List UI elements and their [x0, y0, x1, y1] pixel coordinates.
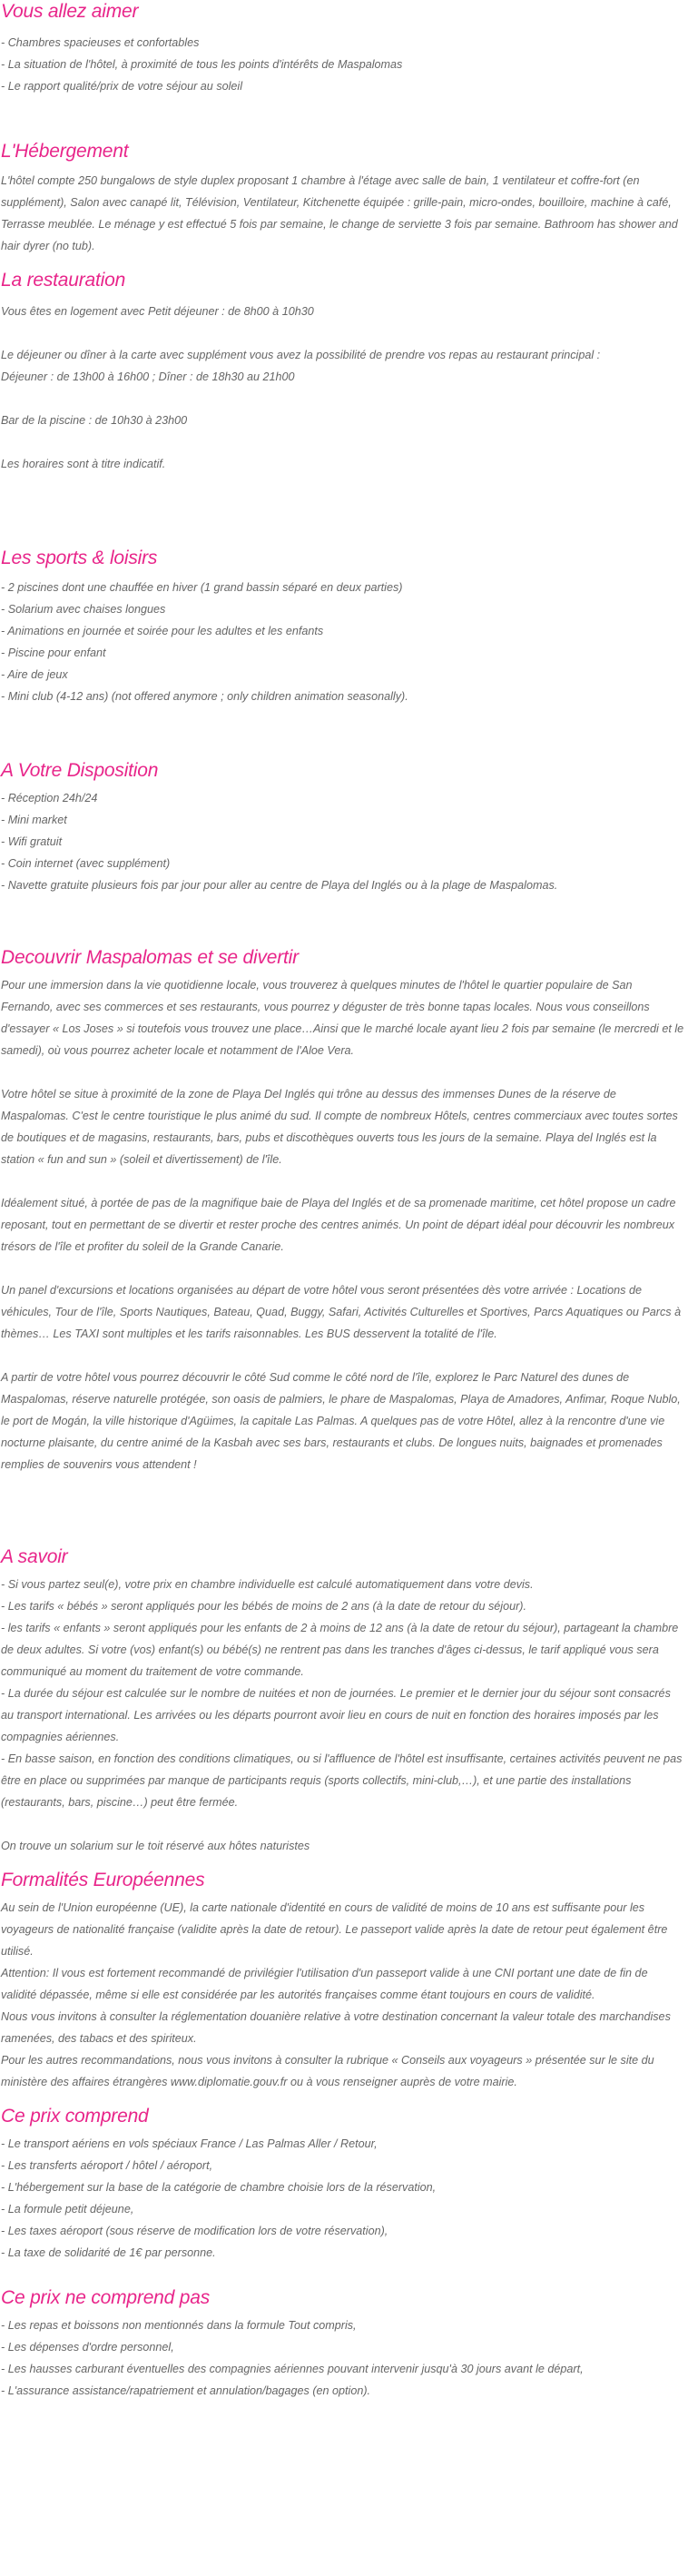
paragraph: Pour les autres recommandations, nous vous invitons à consulter la rubrique « Conseils aux voyageurs » présentée sur le site du ministère des affaires étrangères www.diplomatie.gouv.fr ou à vous renseigner auprès de votre mairie.	[1, 2054, 654, 2088]
section-title: Ce prix comprend	[1, 2106, 149, 2127]
included-list	[1, 2133, 684, 2264]
section-vous-allez-aimer	[0, 0, 688, 97]
list-item: - Mini club (4-12 ans) (not offered anymore ; only children animation seasonally).	[1, 690, 408, 703]
section-title: Decouvrir Maspalomas et se divertir	[1, 947, 299, 968]
section-ce-prix-comprend	[0, 2093, 688, 2264]
list-item: - Aire de jeux	[1, 668, 68, 681]
paragraph: - En basse saison, en fonction des conditions climatiques, ou si l'affluence de l'hôtel est insuffisante, certaines activités peuvent ne pas être en place ou supprimées par manque de participants requis (sports collectifs, mini-club,…), et une partie des installations (restaurants, bars, piscine…) peut être fermée.	[1, 1752, 683, 1809]
list-item: - Le rapport qualité/prix de votre séjour au soleil	[1, 80, 243, 93]
paragraph: Nous vous invitons à consulter la réglementation douanière relative à votre destination concernant la valeur totale des marchandises ramenées, des tabacs et des spiriteux.	[1, 2010, 671, 2045]
list-item: - Les hausses carburant éventuelles des compagnies aériennes pouvant intervenir jusqu'à 30 jours avant le départ,	[1, 2363, 584, 2375]
paragraph: Un panel d'excursions et locations organisées au départ de votre hôtel vous seront présentées dès votre arrivée : Locations de véhicules, Tour de l'île, Sports Nautiques, Bateau, Quad, Buggy, Safari, Activités Culturelles et Sportives, Parcs Aquatiques ou Parcs à thèmes… Les TAXI sont multiples et les tarifs raisonnables. Les BUS desservent la totalité de l'île.	[1, 1284, 682, 1340]
section-ce-prix-ne-comprend-pas	[0, 2264, 688, 2402]
section-title: L'Hébergement	[1, 141, 129, 162]
list-item: - La formule petit déjeune,	[1, 2203, 134, 2216]
list-item: - Le transport aériens en vols spéciaux France / Las Palmas Aller / Retour,	[1, 2137, 378, 2150]
list-item: - Chambres spacieuses et confortables	[1, 36, 200, 49]
list-item: - Solarium avec chaises longues	[1, 603, 166, 616]
list-item: - Piscine pour enfant	[1, 646, 106, 659]
section-title: Vous allez aimer	[1, 1, 139, 22]
section-formalites-europeennes	[0, 1857, 688, 2093]
list-item: - Les transferts aéroport / hôtel / aéroport,	[1, 2159, 213, 2172]
paragraph: L'hôtel compte 250 bungalows de style duplex proposant 1 chambre à l'étage avec salle de bain, 1 ventilateur et coffre-fort (en supplément), Salon avec canapé lit, Télévision, Ventilateur, Kitchenette équipée : grille-pain, micro-ondes, bouilloire, machine à café, Terrasse meublée. Le ménage y est effectué 5 fois par semaine, le change de serviette 3 fois par semaine. Bathroom has shower and hair dyrer (no tub).	[1, 174, 678, 252]
section-title: Ce prix ne comprend pas	[1, 2287, 211, 2308]
list-item: - Les taxes aéroport (sous réserve de modification lors de votre réservation),	[1, 2225, 388, 2237]
section-title: La restauration	[1, 270, 126, 291]
paragraph: - La durée du séjour est calculée sur le nombre de nuitées et non de journées. Le premier et le dernier jour du séjour sont consacrés au transport international. Les arrivées ou les départs pourront avoir lieu en cours de nuit en fonction des horaires imposés par les compagnies aériennes.	[1, 1687, 671, 1743]
section-sports-loisirs	[0, 475, 688, 707]
paragraph: Idéalement situé, à portée de pas de la magnifique baie de Playa del Inglés et de sa promenade maritime, cet hôtel propose un cadre reposant, tout en permettant de se divertir et rester proche des centres animés. Un point de départ idéal pour découvrir les nombreux trésors de l'île et profiter du soleil de la Grande Canarie.	[1, 1197, 676, 1253]
list-item: - 2 piscines dont une chauffée en hiver (1 grand bassin séparé en deux parties)	[1, 581, 403, 594]
paragraph: On trouve un solarium sur le toit réservé aux hôtes naturistes	[1, 1840, 310, 1852]
list-item: - Les repas et boissons non mentionnés dans la formule Tout compris,	[1, 2319, 357, 2332]
list-item: - Animations en journée et soirée pour les adultes et les enfants	[1, 625, 324, 637]
list-item: - La taxe de solidarité de 1€ par personne.	[1, 2246, 216, 2259]
paragraph: Les horaires sont à titre indicatif.	[1, 458, 166, 470]
paragraph: - Les tarifs « bébés » seront appliqués pour les bébés de moins de 2 ans (à la date de retour du séjour).	[1, 1600, 526, 1613]
section-restauration	[0, 257, 688, 475]
list-item: - Navette gratuite plusieurs fois par jour pour aller au centre de Playa del Inglés ou à la plage de Maspalomas.	[1, 879, 558, 892]
paragraph: Attention: Il vous est fortement recommandé de privilégier l'utilisation d'un passeport valide à une CNI portant une date de fin de validité dépassée, même si elle est considérée par les autorités françaises comme étant toujours en cours de validité.	[1, 1967, 648, 2001]
paragraph: Le déjeuner ou dîner à la carte avec supplément vous avez la possibilité de prendre vos repas au restaurant principal :	[1, 349, 601, 361]
sports-list	[1, 577, 684, 707]
list-item: - Mini market	[1, 814, 67, 826]
section-title: Les sports & loisirs	[1, 548, 158, 568]
paragraph: Pour une immersion dans la vie quotidienne locale, vous trouverez à quelques minutes de l'hôtel le quartier populaire de San Fernando, avec ses commerces et ses restaurants, vous pourrez y déguster de très bonne tapas locales. Nous vous conseillons d'essayer « Los Joses » si toutefois vous trouvez une place…Ainsi que le marché locale ayant lieu 2 fois par semaine (le mercredi et le samedi), où vous pourrez acheter locale et notamment de l'Aloe Vera.	[1, 979, 684, 1057]
list-item: - L'assurance assistance/rapatriement et annulation/bagages (en option).	[1, 2384, 371, 2397]
list-item: - L'hébergement sur la base de la catégorie de chambre choisie lors de la réservation,	[1, 2181, 437, 2194]
paragraph: Vous êtes en logement avec Petit déjeuner : de 8h00 à 10h30	[1, 305, 314, 318]
section-title: A Votre Disposition	[1, 760, 159, 781]
section-decouvrir-maspalomas	[0, 896, 688, 1476]
paragraph: Votre hôtel se situe à proximité de la zone de Playa Del Inglés qui trône au dessus des immenses Dunes de la réserve de Maspalomas. C'est le centre touristique le plus animé du sud. Il compte de nombreux Hôtels, centres commerciaux avec toutes sortes de boutiques et de magasins, restaurants, bars, pubs et discothèques ouverts tous les jours de la semaine. Playa del Inglés est la station « fun and sun » (soleil et divertissement) de l'île.	[1, 1088, 678, 1166]
list-item: - Réception 24h/24	[1, 792, 98, 804]
list-item: - Les dépenses d'ordre personnel,	[1, 2341, 174, 2354]
section-title: A savoir	[1, 1546, 68, 1567]
paragraph: - les tarifs « enfants » seront appliqués pour les enfants de 2 à moins de 12 ans (à la date de retour du séjour), partageant la chambre de deux adultes. Si votre (vos) enfant(s) ou bébé(s) ne rentrent pas dans les tranches d'âges ci-dessus, le tarif appliqué vous sera communiqué au moment du traitement de votre commande.	[1, 1622, 679, 1678]
paragraph: Au sein de l'Union européenne (UE), la carte nationale d'identité en cours de validité de moins de 10 ans est suffisante pour les voyageurs de nationalité française (validite après la date de retour). Le passeport valide après la date de retour peut également être utilisé.	[1, 1901, 668, 1958]
services-list	[1, 787, 684, 896]
paragraph: Déjeuner : de 13h00 à 16h00 ; Dîner : de 18h30 au 21h00	[1, 370, 295, 383]
highlights-list	[1, 32, 684, 97]
paragraph: Bar de la piscine : de 10h30 à 23h00	[1, 414, 188, 427]
excluded-list	[1, 2314, 684, 2402]
section-a-votre-disposition	[0, 707, 688, 896]
list-item: - La situation de l'hôtel, à proximité de tous les points d'intérêts de Maspalomas	[1, 58, 403, 71]
paragraph: - Si vous partez seul(e), votre prix en chambre individuelle est calculé automatiquement dans votre devis.	[1, 1578, 534, 1591]
list-item: - Coin internet (avec supplément)	[1, 857, 171, 870]
section-hebergement	[0, 97, 688, 257]
list-item: - Wifi gratuit	[1, 835, 63, 848]
section-title: Formalités Européennes	[1, 1870, 205, 1890]
section-a-savoir	[0, 1476, 688, 1857]
paragraph: A partir de votre hôtel vous pourrez découvrir le côté Sud comme le côté nord de l'île, explorez le Parc Naturel des dunes de Maspalomas, réserve naturelle protégée, son oasis de palmiers, le phare de Maspalomas, Playa de Amadores, Anfimar, Roque Nublo, le port de Mogán, la ville historique d'Agüimes, la capitale Las Palmas. A quelques pas de votre Hôtel, allez à la rencontre d'une vie nocturne plaisante, du centre animé de la Kasbah avec ses bars, restaurants et clubs. De longues nuits, baignades et promenades remplies de souvenirs vous attendent !	[1, 1371, 681, 1471]
